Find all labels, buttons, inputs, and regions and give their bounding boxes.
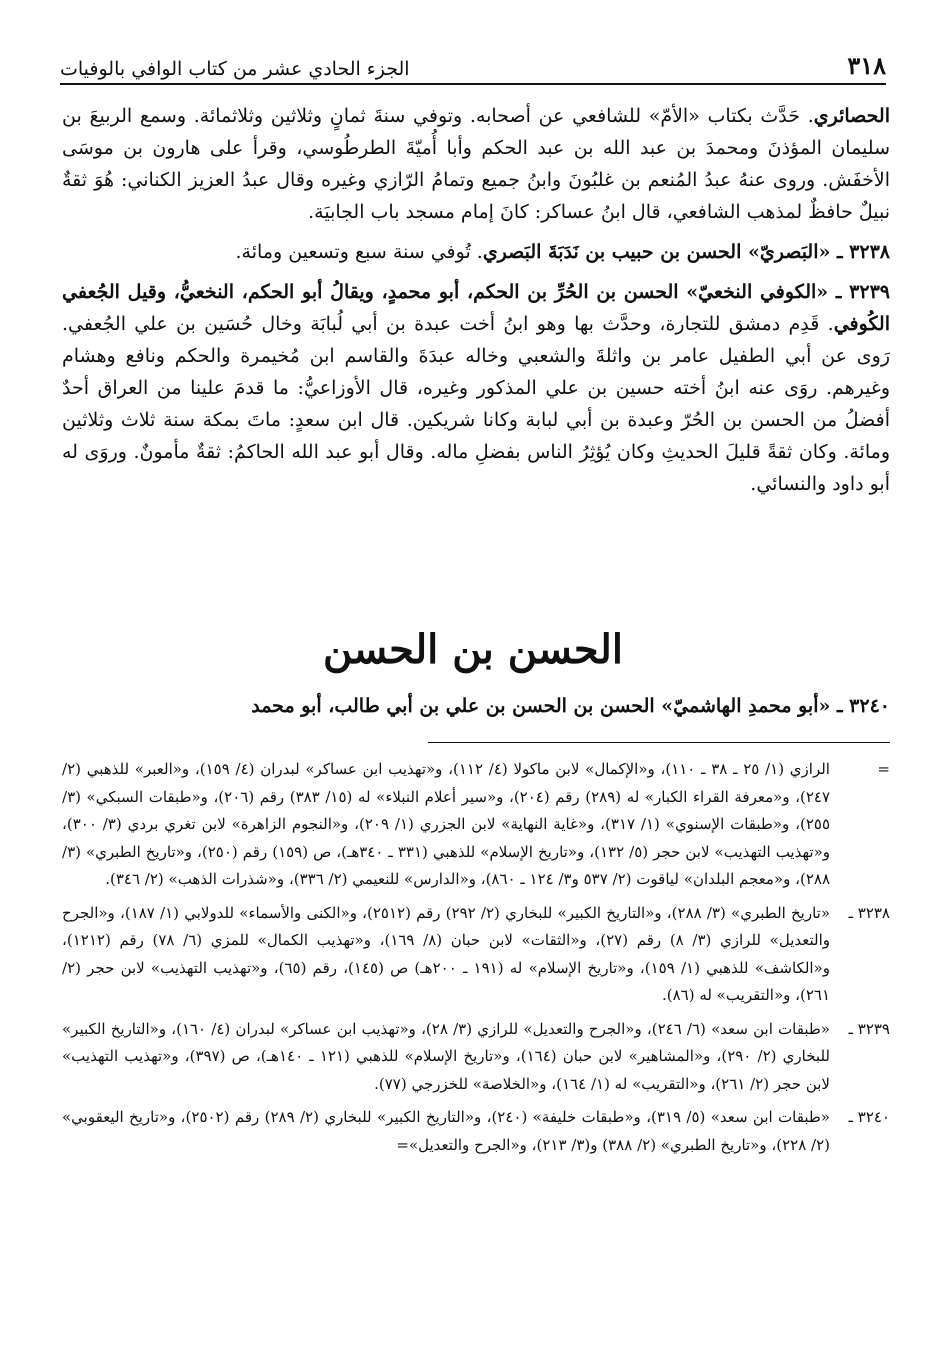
footnote-3239 bbox=[62, 1016, 890, 1099]
main-text bbox=[62, 100, 890, 508]
section-heading: الحسن بن الحسن bbox=[323, 626, 623, 673]
footnote-marker: ٣٢٣٨ ـ bbox=[848, 903, 890, 922]
footnote-text: «طبقات ابن سعد» (٥/ ٣١٩)، و«طبقات خليفة» (٢٤٠)، و«التاريخ الكبير» للبخاري (٢/ ٢٨٩) رقم (٢٥٠٢)، و«تاريخ اليعقوبي» (٢/ ٢٢٨)، و«تاريخ الطبري» (٢/ ٣٨٨) و(٣/ ٢١٣)، و«الجرح والتعديل»= bbox=[62, 1108, 830, 1154]
footnote-3240 bbox=[62, 1104, 890, 1159]
page-number: ٣١٨ bbox=[847, 51, 886, 80]
footnote-continuation bbox=[62, 756, 890, 894]
entry-text-3238: . تُوفي سنة سبع وتسعين ومائة. bbox=[235, 241, 483, 263]
footnote-3238 bbox=[62, 900, 890, 1010]
running-title: الجزء الحادي عشر من كتاب الوافي بالوفيات bbox=[60, 58, 410, 80]
entry-heading-3239: ٣٢٣٩ ـ «الكوفي النخعيّ» الحسن بن الحُرِّ بن الحكم، أبو محمدٍ، ويقالُ أبو الحكم، النخعيُّ، وقيل الجُعفي الكُوفي bbox=[62, 281, 890, 335]
paragraph-hasaeri bbox=[62, 100, 890, 228]
paragraph-text: . حَدَّث بكتاب «الأمّ» للشافعي عن أصحابه. وتوفي سنةَ ثمانٍ وثلاثين وثلاثمائة. وسمع الربيعَ بن سليمان المؤذنَ ومحمدَ بن عبد الله بن عبد الحكم وأبا أُميّةَ الطرطُوسي، وقرأ على هارون بن موسَى الأخفَش. وروى عنهُ عبدُ المُنعم بن غلبُونَ وابنُ جميع وتمامُ الرّازي وغيره وقال عبدُ العزيز الكناني: هُوَ ثقةٌ نبيلٌ حافظٌ لمذهب الشافعي، قال ابنُ عساكر: كانَ إمام مسجد باب الجابيَة. bbox=[62, 105, 890, 223]
footnote-marker: = bbox=[877, 760, 890, 778]
footnote-text: الرازي (١/ ٢٥ ـ ٣٨ ـ ١١٠)، و«الإكمال» لابن ماكولا (٤/ ١١٢)، و«تهذيب ابن عساكر» لبدران (٤/ ١٥٩)، و«العبر» للذهبي (٢/ ٢٤٧)، و«معرفة القراء الكبار» له (٢٨٩) رقم (٢٠٤)، و«سير أعلام النبلاء» له (١٥/ ٣٨٣) رقم (٢٠٦)، و«طبقات السبكي» (٣/ ٢٥٥)، و«طبقات الإسنوي» (١/ ٣١٧)، و«غاية النهاية» لابن الجزري (١/ ٢٠٩)، و«النجوم الزاهرة» لابن تغري بردي (٣/ ٣٠٠)، و«تهذيب التهذيب» لابن حجر (٥/ ١٣٢)، و«تاريخ الإسلام» للذهبي (٣٣١ ـ ٣٤٠هـ)، ص (١٥٩) رقم (٢٥٠)، و«تاريخ الطبري» (٣/ ٢٨٨)، و«معجم البلدان» لياقوت (٢/ ٥٣٧ و٣/ ١٢٤ ـ ٨٦٠)، و«الدارس» للنعيمي (٢/ ٣٣٦)، و«شذرات الذهب» (٢/ ٣٤٦). bbox=[62, 760, 831, 888]
footnote-text: «طبقات ابن سعد» (٦/ ٢٤٦)، و«الجرح والتعديل» للرازي (٣/ ٢٨)، و«تهذيب ابن عساكر» لبدران (٤/ ١٦٠)، و«التاريخ الكبير» للبخاري (٢/ ٢٩٠)، و«المشاهير» لابن حبان (١٦٤)، و«تاريخ الإسلام» للذهبي (١٢١ ـ ١٤٠هـ)، ص (٣٩٧)، و«تهذيب التهذيب» لابن حجر (٢/ ٢٦١)، و«التقريب» له (١/ ١٦٤)، و«الخلاصة» للخزرجي (٧٧). bbox=[62, 1019, 830, 1093]
entry-3238 bbox=[62, 236, 890, 268]
header-rule bbox=[60, 83, 886, 85]
entry-name-bold: الحصائري bbox=[813, 105, 890, 127]
entry-3239 bbox=[62, 276, 890, 500]
footnotes bbox=[62, 756, 890, 1165]
entry-text-3239: . قَدِم دمشق للتجارة، وحدَّث بها وهو ابنُ أخت عبدة بن أبي لُبابَة وخال حُسَين بن علي الجُعفي. رَوى عن أبي الطفيل عامر بن واثلةَ والشعبي وخاله عبدَةَ والقاسم ابن مُخيمرة والحكم ونافع وهشام وغيرهم. روَى عنه ابنُ أخته حسين بن علي المذكور وغيره، قال الأوزاعيُّ: ما قدمَ علينا من العراق أحدٌ أفضلُ من الحسن بن الحُرّ وعبدة بن أبي لبابة وكانا شريكين. قال ابن سعدٍ: ماتَ بمكة سنة ثلاث وثلاثين ومائة. وكان ثقةً قليلَ الحديثِ وكان يُؤثِرُ الناس بفضلِ ماله. وقال أبو عبد الله الحاكمُ: ثقةٌ مأمونٌ. وروَى له أبو داود والنسائي. bbox=[62, 313, 890, 495]
footnote-text: «تاريخ الطبري» (٣/ ٢٨٨)، و«التاريخ الكبير» للبخاري (٢/ ٢٩٢) رقم (٢٥١٢)، و«الكنى والأسماء» للدولابي (١/ ١٨٧)، و«الجرح والتعديل» للرازي (٣/ ٨) رقم (٢٧)، و«الثقات» لابن حبان (٨/ ١٦٩)، و«تهذيب الكمال» للمزي (٦/ ٧٨) رقم (١٢١٢)، و«الكاشف» للذهبي (١/ ١٥٩)، و«تاريخ الإسلام» له (١٩١ ـ ٢٠٠هـ) ص (١٤٥)، رقم (٦٥)، و«تهذيب التهذيب» لابن حجر (٢/ ٢٦١)، و«التقريب» له (٨٦). bbox=[62, 903, 831, 1004]
footnote-marker: ٣٢٤٠ ـ bbox=[848, 1108, 890, 1126]
page-header bbox=[60, 40, 886, 80]
entry-heading-3240: ٣٢٤٠ ـ «أبو محمدِ الهاشميّ» الحسن بن الحسن بن علي بن أبي طالب، أبو محمد bbox=[251, 695, 890, 717]
footnote-rule bbox=[428, 742, 890, 743]
footnote-marker: ٣٢٣٩ ـ bbox=[848, 1019, 890, 1038]
entry-heading-3238: ٣٢٣٨ ـ «البَصريّ» الحسن بن حبيب بن نَدَبَةَ البَصري bbox=[482, 241, 890, 263]
